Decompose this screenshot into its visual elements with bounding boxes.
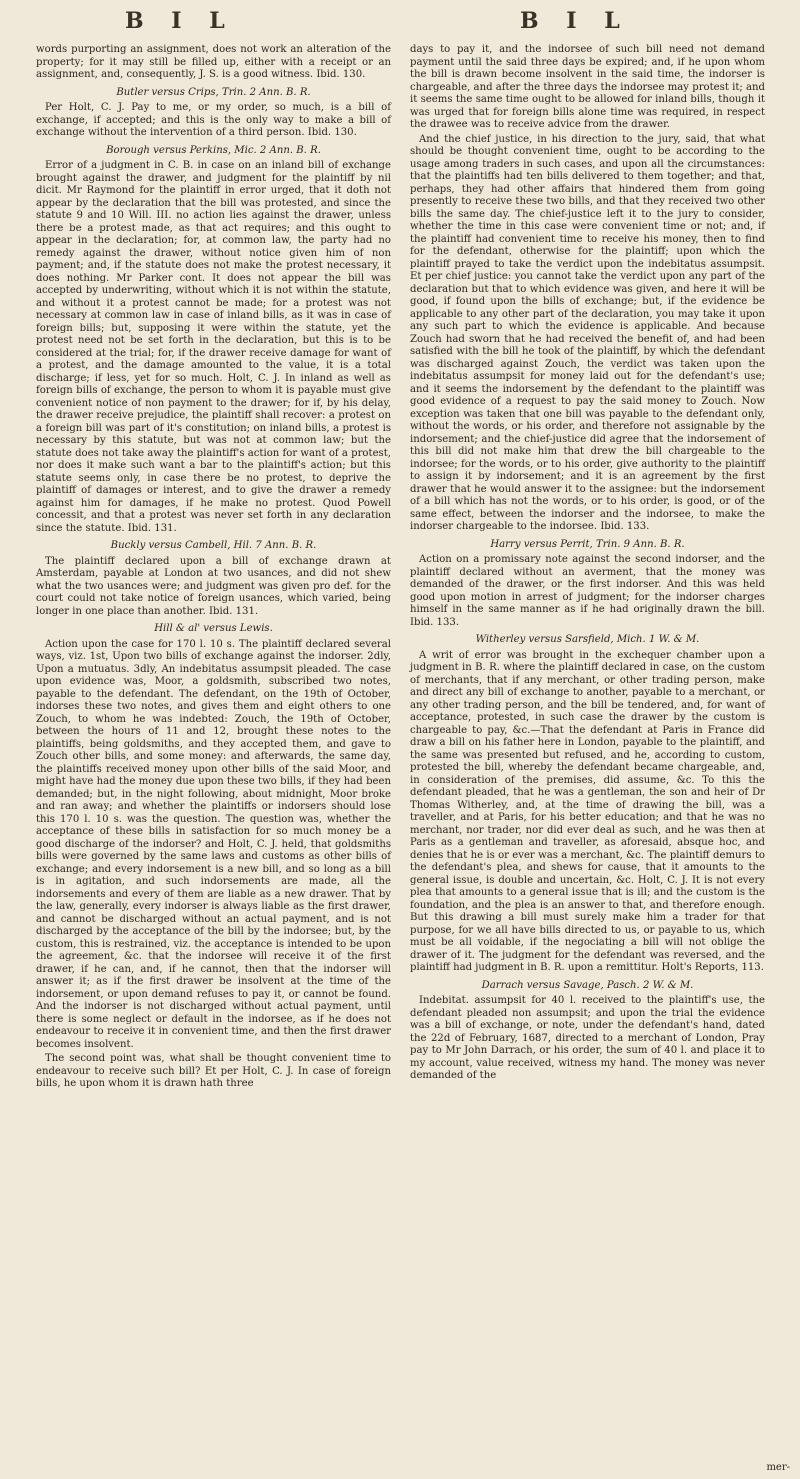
paragraph: The second point was, what shall be thought convenient time to endeavour to receive such bill? Et per Holt, C. J. In case of foreign bills, he upon whom it is drawn hath three bbox=[36, 1053, 391, 1089]
case-heading: Darrach versus Savage, Pasch. 2 W. & M. bbox=[481, 979, 694, 991]
case-heading: Buckly versus Cambell, Hil. 7 Ann. B. R. bbox=[110, 540, 317, 551]
running-head-left: B I L bbox=[125, 8, 235, 34]
paragraph: Error of a judgment in C. B. in case on an inland bill of exchange brought against the drawer, and judgment for the plaintiff by nil dicit. Mr Raymond for the plaintiff in error urged, that it doth not appear by the declaration that the bill was protested, and since the statute 9 and 10 Will. III. no action lies against the drawer, unless there be a protest made, as that act requires; and this ought to appear in the declaration; for, at common law, the party had no remedy against the drawer, without notice given him of non payment; and, if the statute does not make the protest necessary, it does nothing. Mr Parker cont. It does not appear the bill was accepted by underwriting, without which it is not within the statute, and without it a protest cannot be made; for a protest was not necessary at common law in case of inland bills, as it was in case of foreign bills; but, supposing it were within the statute, yet the protest need not be set forth in the declaration, but this is to be considered at the trial; for, if the drawer receive damage for want of a protest, and the damage amounted to the value, it is a total discharge; if less, yet for so much. Holt, C. J. In inland as well as foreign bills of exchange, the person to whom it is payable must give convenient notice of non payment to the drawer; for if, by his delay, the drawer receive prejudice, the plaintiff shall recover: a protest on a foreign bill was part of it's constitution; on inland bills, a protest is necessary by this statute, but was not at common law; but the statute does not take away the plaintiff's action for want of a protest, nor does it make such want a bar to the plaintiff's action; but this statute seems only, in case there be no protest, to deprive the plaintiff of damages or interest, and to give the drawer a remedy against him for damages, if he make no protest. Quod Powell concessit, and that a protest was never set forth in any declaration since the statute. Ibid. 131. bbox=[36, 160, 391, 534]
paragraph: Indebitat. assumpsit for 40 l. received to the plaintiff's use, the defendant pleaded non assumpsit; and upon the trial the evidence was a bill of exchange, or note, under the defendant's hand, dated the 22d of February, 1687, directed to a merchant of London, Pray pay to Mr John Darrach, or his order, the sum of 40 l. and place it to my account, value received, witness my hand. The money was never demanded of the bbox=[410, 995, 765, 1081]
right-column bbox=[410, 44, 765, 1085]
paragraph: Action upon the case for 170 l. 10 s. The plaintiff declared several ways, viz. 1st, Upon two bills of exchange against the indorser. 2dly, Upon a mutuatus. 3dly, An indebitatus assumpsit pleaded. The case upon evidence was, Moor, a goldsmith, subscribed two notes, payable to the defendant. The defendant, on the 19th of October, indorses these two notes, and gives them and eight others to one Zouch, to whom he was indebted: Zouch, the 19th of October, between the hours of 11 and 12, brought these notes to the plaintiffs, being goldsmiths, and they accepted them, and gave to Zouch other bills, and some money: and afterwards, the same day, the plaintiffs received money upon other bills of the said Moor, and might have had the money due upon these two bills, if they had been demanded; but, in the night following, about midnight, Moor broke and ran away; and whether the plaintiffs or indorsers should lose this 170 l. 10 s. was the question. The question was, whether the acceptance of these bills in satisfaction for so much money be a good discharge of the indorser? and Holt, C. J. held, that goldsmiths bills were governed by the same laws and customs as other bills of exchange; and every indorsement is a new bill, and so long as a bill is in agitation, and such indorsements are made, all the indorsements and every of them are liable as a new drawer. That by the law, generally, every indorser is always liable as the first drawer, and cannot be discharged without an actual payment, and is not discharged by the acceptance of the bill by the indorsee; but, by the custom, this is restrained, viz. the acceptance is intended to be upon the agreement, &c. that the indorsee will receive it of the first drawer, if he can, and, if he cannot, then that the indorser will answer it; as if the first drawer be insolvent at the time of the indorsement, or upon demand refuses to pay it, or cannot be found. And the indorser is not discharged without actual payment, until there is some neglect or default in the indorsee, as if he does not endeavour to receive it in convenient time, and then the first drawer becomes insolvent. bbox=[36, 638, 391, 1050]
case-heading: Harry versus Perrit, Trin. 9 Ann. B. R. bbox=[490, 538, 685, 550]
paragraph: Action on a promissary note against the second indorser, and the plaintiff declared without an averment, that the money was demanded of the drawer, or the first indorser. And this was held good upon motion in arrest of judgment; for the indorser charges himself in the same manner as if he had originally drawn the bill. Ibid. 133. bbox=[410, 554, 765, 628]
paragraph: A writ of error was brought in the exchequer chamber upon a judgment in B. R. where the plaintiff declared in case, on the custom of merchants, that if any merchant, or other trading person, make and direct any bill of exchange to another, payable to a merchant, or any other trading person, and the bill be tendered, and, for want of acceptance, protested, in such case the drawer by the custom is chargeable to pay, &c.—That the defendant at Paris in France did draw a bill on his father here in London, payable to the plaintiff, and the same was presented but refused, and he, according to custom, protested the bill, whereby the defendant became chargeable, and, in consideration of the premises, did assume, &c. To this the defendant pleaded, that he was a gentleman, the son and heir of Dr Thomas Witherley, and, at the time of drawing the bill, was a traveller, and at Paris, for his better education; and that he was no merchant, nor trader, nor did ever deal as such, and he was then at Paris as a gentleman and traveller, as aforesaid, absque hoc, and denies that he is or ever was a merchant, &c. The plaintiff demurs to the defendant's plea, and shews for cause, that it amounts to the general issue, is double and uncertain, &c. Holt, C. J. It is not every plea that amounts to a general issue that is ill; and the custom is the foundation, and the plea is an answer to that, and therefore enough. But this drawing a bill must surely make him a trader for that purpose, for we all have bills directed to us, or payable to us, which must be all voidable, if the negociating a bill will not oblige the drawer of it. The judgment for the defendant was reversed, and the plaintiff had judgment in B. R. upon a remittitur. Holt's Reports, 113. bbox=[410, 649, 765, 973]
paragraph: days to pay it, and the indorsee of such bill need not demand payment until the said three days be expired; and, if he upon whom the bill is drawn become insolvent in the said time, the indorser is chargeable, and after the three days the indorsee may protest it; and it seems the same time ought to be allowed for inland bills, though it was urged that for foreign bills alone time was required, in respect the drawee was to receive advice from the drawer. bbox=[410, 44, 765, 130]
case-heading: Borough versus Perkins, Mic. 2 Ann. B. R. bbox=[106, 144, 321, 156]
running-head-right: B I L bbox=[520, 8, 630, 34]
case-heading: Witherley versus Sarsfield, Mich. 1 W. & M. bbox=[475, 634, 700, 645]
paragraph: And the chief justice, in his direction to the jury, said, that what should be thought convenient time, ought to be according to the usage among traders in such cases, and upon all the circumstances: that the plaintiffs had ten bills delivered to them together; and that, perhaps, they had other affairs that hindered them from going presently to receive these two bills, and that they received two other bills the same day. The chief-justice left it to the jury to consider, whether the time in this case were convenient time or not; and, if the plaintiff had convenient time to receive his money, then to find for the defendant, otherwise for the plaintiff; upon which the plaintiff prayed to take the verdict upon the indebitatus assumpsit. Et per chief justice: you cannot take the verdict upon any part of the declaration but that to which evidence was given, and here it will be good, if found upon the bills of exchange; but, if the evidence be applicable to any other part of the declaration, you may take it upon any such part to which the evidence is applicable. And because Zouch had sworn that he had received the benefit of, and had been satisfied with the bill he took of the plaintiff, by which the defendant was discharged against Zouch, the verdict was taken upon the indebitatus assumpsit for money laid out for the defendant's use; and it seems the indorsement by the defendant to the plaintiff was good evidence of a request to pay the said money to Zouch. Now exception was taken that one bill was payable to the defendant only, without the words, or his order, and therefore not assignable by the indorsement; and the chief-justice did agree that the indorsement of this bill did not make him that drew the bill chargeable to the indorsee; for the words, or to his order, give authority to the plaintiff to assign it by indorsement; and it is an agreement by the first drawer that he would answer it to the assignee: but the indorsement of a bill which has not the words, or to his order, is good, or of the same effect, between the indorser and the indorsee, to make the indorser chargeable to the indorsee. Ibid. 133. bbox=[410, 133, 765, 532]
paragraph: The plaintiff declared upon a bill of exchange drawn at Amsterdam, payable at London at two usances, and did not shew what the two usances were; and judgment was given pro def. for the court could not take notice of foreign usances, which varied, being longer in one place than another. Ibid. 131. bbox=[36, 555, 391, 617]
left-column bbox=[36, 44, 391, 1093]
case-heading: Butler versus Crips, Trin. 2 Ann. B. R. bbox=[116, 86, 311, 98]
paragraph: Per Holt, C. J. Pay to me, or my order, so much, is a bill of exchange, if accepted; and this is the only way to make a bill of exchange without the intervention of a third person. Ibid. 130. bbox=[36, 102, 391, 138]
catchword: mer- bbox=[766, 1462, 790, 1473]
paragraph: words purporting an assignment, does not work an alteration of the property; for it may still be filled up, either with a receipt or an assignment, and, consequently, J. S. is a good witness. Ibid. 130. bbox=[36, 44, 391, 80]
case-heading: Hill & al' versus Lewis. bbox=[154, 623, 273, 634]
